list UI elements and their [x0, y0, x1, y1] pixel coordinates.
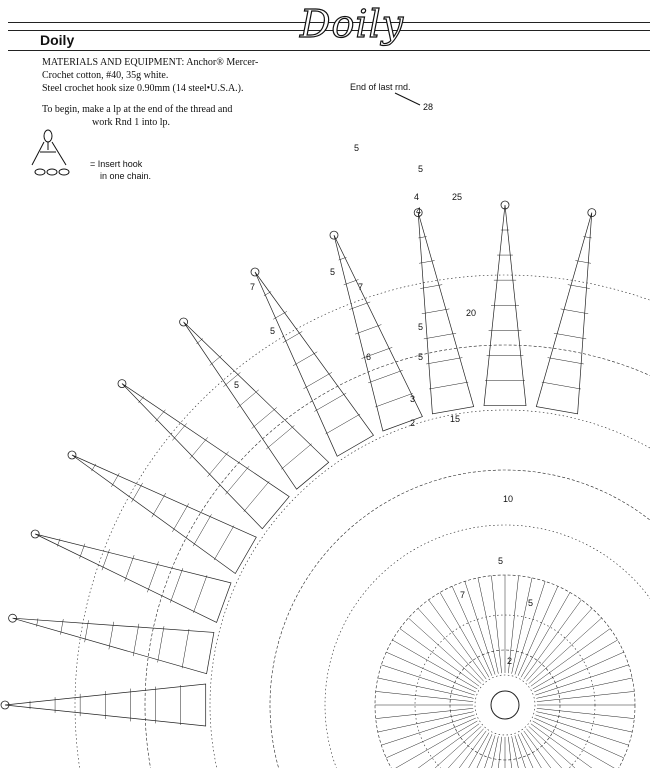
chain-round [475, 675, 535, 735]
repeat-label: 5 [528, 598, 534, 608]
petal-row [252, 407, 277, 428]
stitch-spoke [386, 718, 476, 758]
repeat-label: 3 [410, 394, 416, 404]
round-marker-28: 28 [423, 102, 434, 112]
petal-row [273, 311, 287, 319]
stitch-spoke [534, 652, 624, 692]
petal-row [197, 338, 203, 343]
stitch-spoke [536, 712, 632, 732]
chain-round [325, 525, 650, 768]
petal-row [190, 437, 208, 458]
petal-row [133, 624, 139, 656]
banner-title: Doily [300, 2, 405, 46]
petal-row [193, 514, 211, 546]
stitch-spoke [534, 718, 624, 758]
repeat-label: 5 [270, 326, 276, 336]
round-marker-15: 15 [450, 414, 461, 424]
instructions-line-2: work Rnd 1 into lp. [92, 117, 171, 128]
stitch-spoke [400, 629, 479, 687]
stitch-spoke [378, 678, 474, 698]
petal-row [375, 393, 412, 407]
petal-row [172, 503, 188, 531]
stitch-spoke [452, 586, 492, 676]
doily-centre [491, 691, 519, 719]
stitch-spoke [524, 731, 582, 768]
stitch-spoke [535, 665, 628, 695]
chain-round [210, 410, 650, 768]
stitch-spoke [515, 581, 545, 674]
stitch-spoke [478, 578, 498, 674]
stitch-spoke [440, 592, 489, 677]
repeat-label: 5 [498, 556, 504, 566]
petal-row [429, 382, 468, 389]
petal-row [152, 493, 166, 517]
petal-row [548, 358, 584, 364]
petal-row [170, 568, 183, 603]
petal-row [155, 410, 165, 422]
stitch-spoke [526, 608, 592, 681]
end-arrow-icon [395, 93, 420, 105]
petal-row [554, 333, 586, 339]
page-title: Doily [40, 32, 75, 48]
petal-row [207, 452, 228, 477]
petal-row [111, 473, 119, 487]
stitch-spoke [512, 736, 532, 768]
stitch-spoke [378, 712, 474, 732]
stitch-spoke [537, 691, 634, 701]
petal-row [266, 425, 294, 449]
stitch-spoke [392, 640, 477, 689]
petal-row [244, 481, 270, 511]
instructions-line-1: To begin, make a lp at the end of the thread and [42, 104, 233, 115]
stitch-spoke [515, 735, 545, 768]
petal-row [131, 483, 142, 502]
legend-line-2: in one chain. [100, 171, 152, 181]
pineapple-petal [122, 384, 289, 529]
stitch-spoke [408, 618, 481, 684]
stitch-spoke [429, 600, 487, 679]
stitch-spoke [418, 608, 484, 681]
petal-row [368, 370, 403, 383]
petal-row [158, 626, 164, 662]
petal-row [225, 466, 249, 494]
stitch-spoke [386, 652, 476, 692]
doily-petals [1, 201, 596, 726]
stitch-spoke [529, 618, 602, 684]
petal-row [125, 555, 135, 581]
stitch-spoke [524, 600, 582, 679]
repeat-label: 5 [330, 267, 336, 277]
repeat-label: 5 [234, 380, 240, 390]
round-marker-25: 25 [452, 192, 463, 202]
petal-row [355, 325, 381, 335]
petal-row [303, 372, 331, 388]
petal-row [349, 302, 370, 310]
petal-row [426, 358, 462, 364]
stitch-spoke [537, 708, 634, 718]
petal-row [293, 352, 317, 366]
repeat-label: 7 [358, 282, 364, 292]
stitch-spoke [533, 640, 618, 689]
repeat-label: 5 [418, 352, 424, 362]
petal-row [193, 575, 207, 612]
petal-row [237, 390, 258, 408]
stitch-spoke [376, 691, 473, 701]
stitch-spoke [531, 724, 610, 768]
petal-row [314, 393, 346, 411]
round-marker-10: 10 [503, 494, 514, 504]
repeat-label: 5 [418, 322, 424, 332]
materials-line-3: Steel crochet hook size 0.90mm (14 steel•U.S.A.). [42, 83, 244, 94]
stitch-spoke [381, 665, 474, 695]
pineapple-petal [35, 534, 231, 622]
stitch-spoke [531, 629, 610, 687]
centre-ring [491, 691, 519, 719]
petal-row [109, 622, 114, 650]
materials-line-1: MATERIALS AND EQUIPMENT: Anchor® Mercer- [42, 57, 259, 68]
pineapple-petal [184, 322, 329, 489]
petal-row [102, 549, 110, 570]
picot [31, 530, 39, 538]
stitch-spoke [376, 708, 473, 718]
chain-round [270, 470, 650, 768]
petal-row [424, 333, 456, 339]
petal-row [172, 423, 186, 440]
pineapple-petal [255, 272, 374, 456]
stitch-spoke [465, 581, 495, 674]
end-of-last-round-label: End of last rnd. [350, 82, 411, 92]
petal-row [326, 414, 360, 434]
stitch-spoke [536, 678, 632, 698]
petal-row [214, 526, 234, 560]
pineapple-petal [13, 618, 214, 674]
petal-row [210, 355, 222, 365]
round-marker-20: 20 [466, 308, 477, 318]
legend-line-1: = Insert hook [90, 159, 143, 169]
repeat-label: 4 [416, 206, 422, 216]
repeat-label: 5 [354, 143, 360, 153]
repeat-label: 7 [250, 282, 256, 292]
repeat-label: 6 [366, 352, 372, 362]
petal-row [422, 309, 450, 314]
stitch-spoke [512, 578, 532, 674]
repeat-label: 7 [460, 590, 466, 600]
petal-row [182, 629, 189, 668]
petal-row [542, 382, 581, 389]
stitch-spoke [478, 736, 498, 768]
repeat-label: 2 [410, 418, 416, 428]
stitch-spoke [535, 715, 628, 745]
stitch-spoke [518, 586, 558, 676]
stitch-spoke [465, 735, 495, 768]
round-marker-2: 2 [507, 656, 513, 666]
petal-row [147, 561, 158, 592]
petal-row [283, 331, 302, 342]
stitch-spoke [429, 731, 487, 768]
stitch-spoke [491, 576, 501, 673]
picot [330, 231, 338, 239]
materials-line-2: Crochet cotton, #40, 35g white. [42, 70, 169, 81]
pineapple-petal [536, 213, 592, 414]
stitch-spoke [381, 715, 474, 745]
petal-row [561, 309, 589, 314]
petal-row [281, 444, 311, 470]
chain-round [145, 345, 650, 768]
pineapple-petal [72, 455, 256, 574]
insert-hook-symbol-icon [32, 130, 69, 175]
repeat-label: 5 [418, 164, 424, 174]
repeat-label: 4 [414, 192, 420, 202]
petal-row [138, 397, 143, 403]
stitch-spoke [400, 724, 479, 768]
